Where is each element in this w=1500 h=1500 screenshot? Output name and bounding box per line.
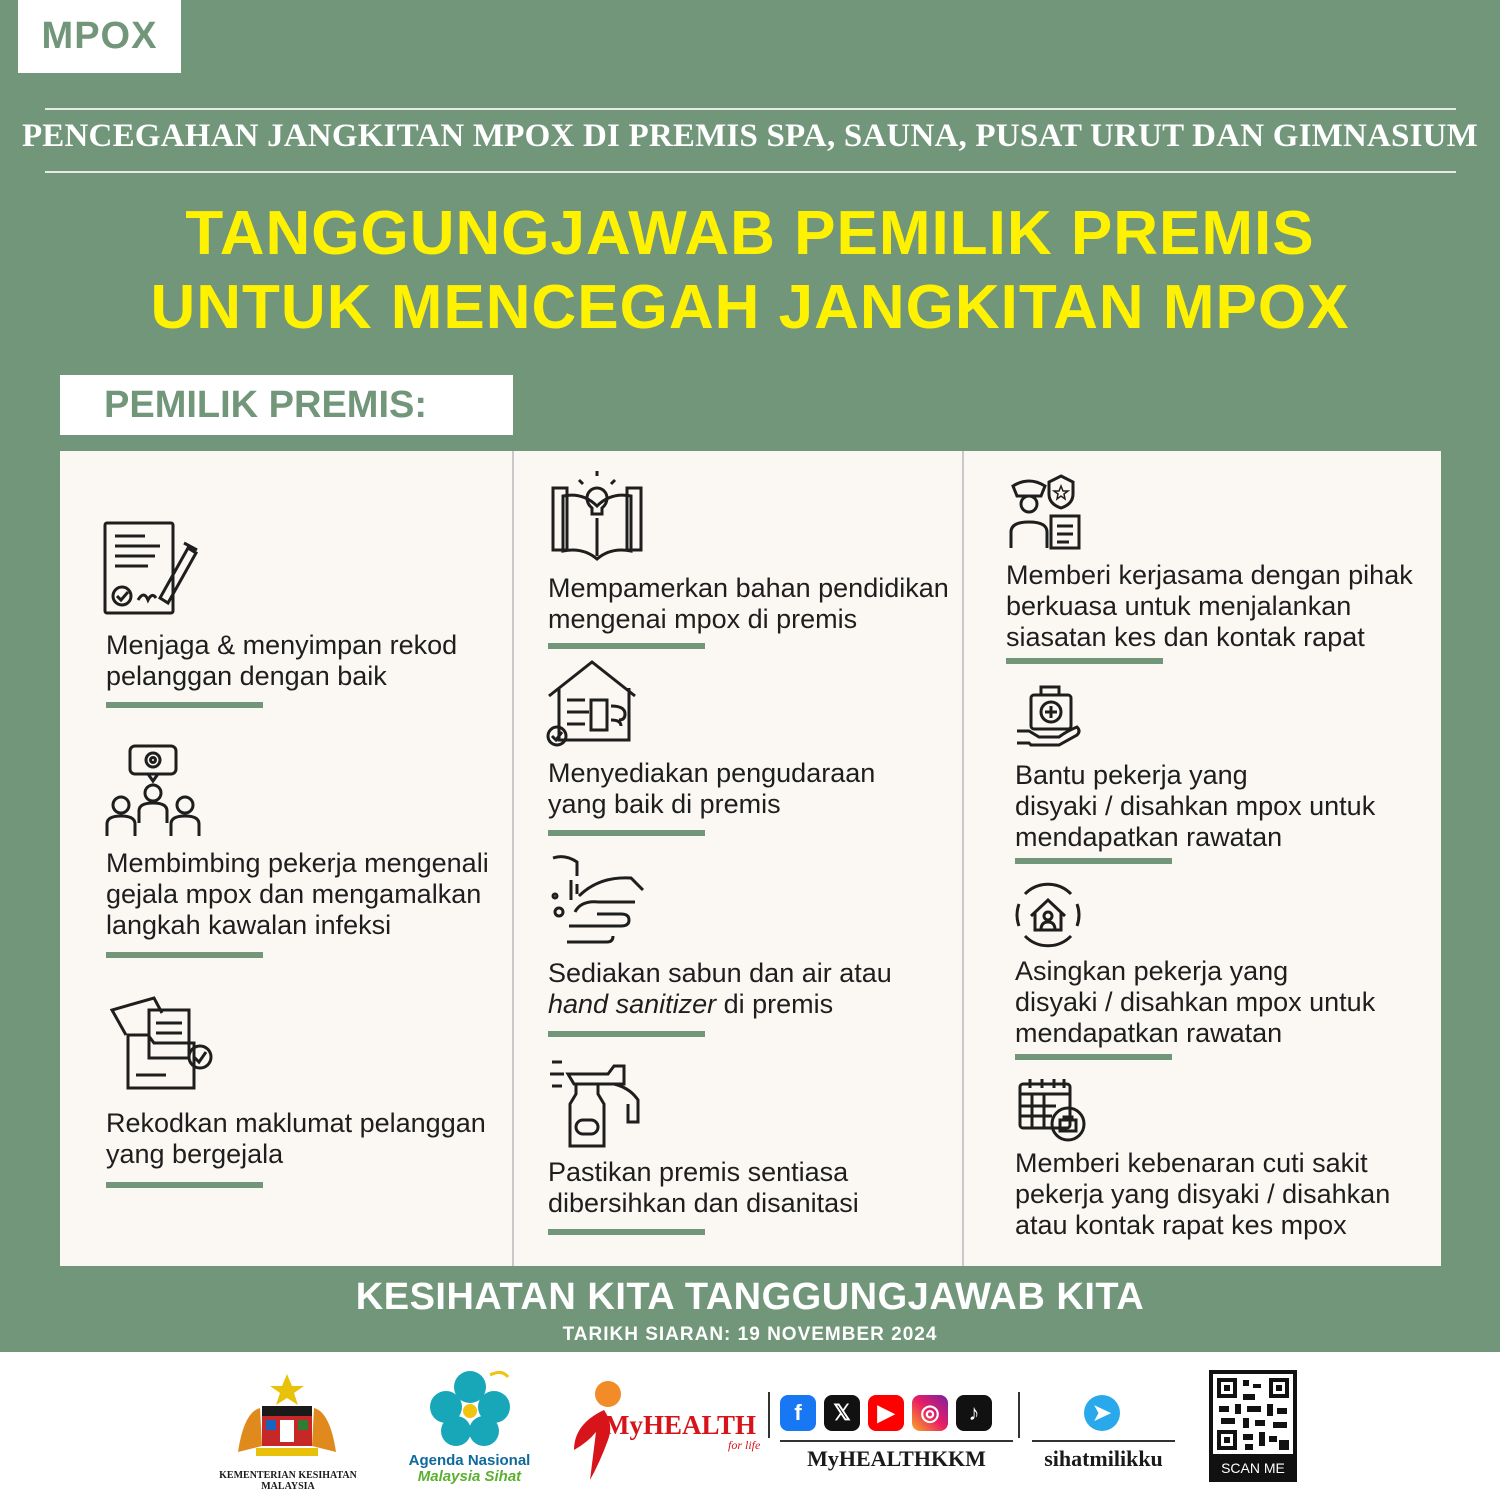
subtitle: PENCEGAHAN JANGKITAN MPOX DI PREMIS SPA, SAUNA, PUSAT URUT DAN GIMNASIUM (21, 118, 1479, 154)
qr-code-frame[interactable] (1209, 1370, 1297, 1482)
middle-item-3-text: Sediakan sabun dan air atau hand sanitizer di premis (548, 958, 892, 1019)
right-item-3-text: Asingkan pekerja yang disyaki / disahkan mpox untuk mendapatkan rawatan (1015, 956, 1376, 1048)
column-divider-2 (962, 451, 964, 1266)
mpox-tag: MPOX (18, 0, 181, 73)
medical-kit-hand-icon (1015, 683, 1085, 749)
middle-item-2-text: Menyediakan pengudaraan yang baik di premis (548, 758, 876, 819)
left-item-1-underline (106, 702, 263, 708)
middle-item-1-text: Mempamerkan bahan pendidikan mengenai mpox di premis (548, 573, 949, 634)
house-ventilation-icon (545, 658, 640, 750)
social-icons (780, 1395, 992, 1431)
instagram-icon[interactable]: ◎ (912, 1395, 948, 1431)
folder-records-icon (104, 995, 214, 1095)
team-guidance-icon (103, 743, 203, 838)
left-item-3-text: Rekodkan maklumat pelanggan yang bergejala (106, 1108, 486, 1169)
section-title: PEMILIK PREMIS: (104, 384, 428, 426)
right-item-1-text: Memberi kerjasama dengan pihak berkuasa untuk menjalankan siasatan kes dan kontak rapat (1006, 560, 1413, 652)
coat-of-arms-icon (232, 1372, 342, 1464)
right-item-2-text: Bantu pekerja yang disyaki / disahkan mpox untuk mendapatkan rawatan (1015, 760, 1376, 852)
publication-date: TARIKH SIARAN: 19 NOVEMBER 2024 (562, 1324, 938, 1345)
bottom-rule (45, 171, 1456, 173)
right-item-3-underline (1015, 1054, 1172, 1060)
agenda-line2: Malaysia Sihat (417, 1468, 522, 1485)
x-icon[interactable]: 𝕏 (824, 1395, 860, 1431)
handle1-rule (780, 1440, 1013, 1442)
calendar-leave-icon (1016, 1076, 1086, 1142)
right-item-1-underline (1006, 658, 1163, 664)
scan-me-label: SCAN ME (1221, 1460, 1285, 1476)
middle-item-3-underline (548, 1031, 705, 1037)
youtube-icon[interactable]: ▶ (868, 1395, 904, 1431)
logo-separator-2 (1018, 1392, 1020, 1438)
hand-washing-icon (549, 852, 647, 948)
column-divider-1 (512, 451, 514, 1266)
tiktok-icon[interactable]: ♪ (956, 1395, 992, 1431)
qr-code-icon (1213, 1374, 1293, 1454)
book-lightbulb-icon (549, 466, 645, 561)
handle2-rule (1032, 1440, 1175, 1442)
myhealth-tagline: for life (728, 1438, 761, 1452)
ministry-name: KEMENTERIAN KESIHATAN MALAYSIA (219, 1470, 357, 1492)
middle-item-1-underline (548, 643, 705, 649)
facebook-icon[interactable]: f (780, 1395, 816, 1431)
middle-item-4-underline (548, 1229, 705, 1235)
telegram-icon[interactable]: ➤ (1084, 1395, 1120, 1431)
myhealth-wordmark: MyHEALTH (604, 1410, 757, 1440)
right-item-2-underline (1015, 858, 1172, 864)
middle-item-4-text: Pastikan premis sentiasa dibersihkan dan disanitasi (548, 1157, 859, 1218)
left-item-3-underline (106, 1182, 263, 1188)
headline-line1: TANGGUNGJAWAB PEMILIK PREMIS (185, 199, 1315, 268)
headline-line2: UNTUK MENCEGAH JANGKITAN MPOX (150, 273, 1350, 342)
agenda-line1: Agenda Nasional (408, 1452, 531, 1469)
top-rule (45, 108, 1456, 110)
handle-myhealthkkm[interactable]: MyHEALTHKKM (807, 1446, 986, 1471)
handle-sihatmilikku[interactable]: sihatmilikku (1044, 1446, 1163, 1471)
left-item-1-text: Menjaga & menyimpan rekod pelanggan dengan baik (106, 630, 458, 691)
logo-separator-1 (768, 1392, 770, 1438)
hibiscus-logo-icon (420, 1367, 520, 1452)
signed-document-icon (100, 518, 200, 618)
middle-item-2-underline (548, 830, 705, 836)
right-item-4-text: Memberi kebenaran cuti sakit pekerja yang disyaki / disahkan atau kontak rapat kes mpox (1015, 1148, 1391, 1240)
footer-slogan: KESIHATAN KITA TANGGUNGJAWAB KITA (355, 1276, 1145, 1318)
authority-investigation-icon (1005, 474, 1085, 550)
spray-bottle-icon (548, 1054, 643, 1149)
home-isolation-icon (1013, 880, 1083, 950)
section-tab (60, 375, 513, 435)
left-item-2-text: Membimbing pekerja mengenali gejala mpox dan mengamalkan langkah kawalan infeksi (106, 848, 489, 940)
left-item-2-underline (106, 952, 263, 958)
